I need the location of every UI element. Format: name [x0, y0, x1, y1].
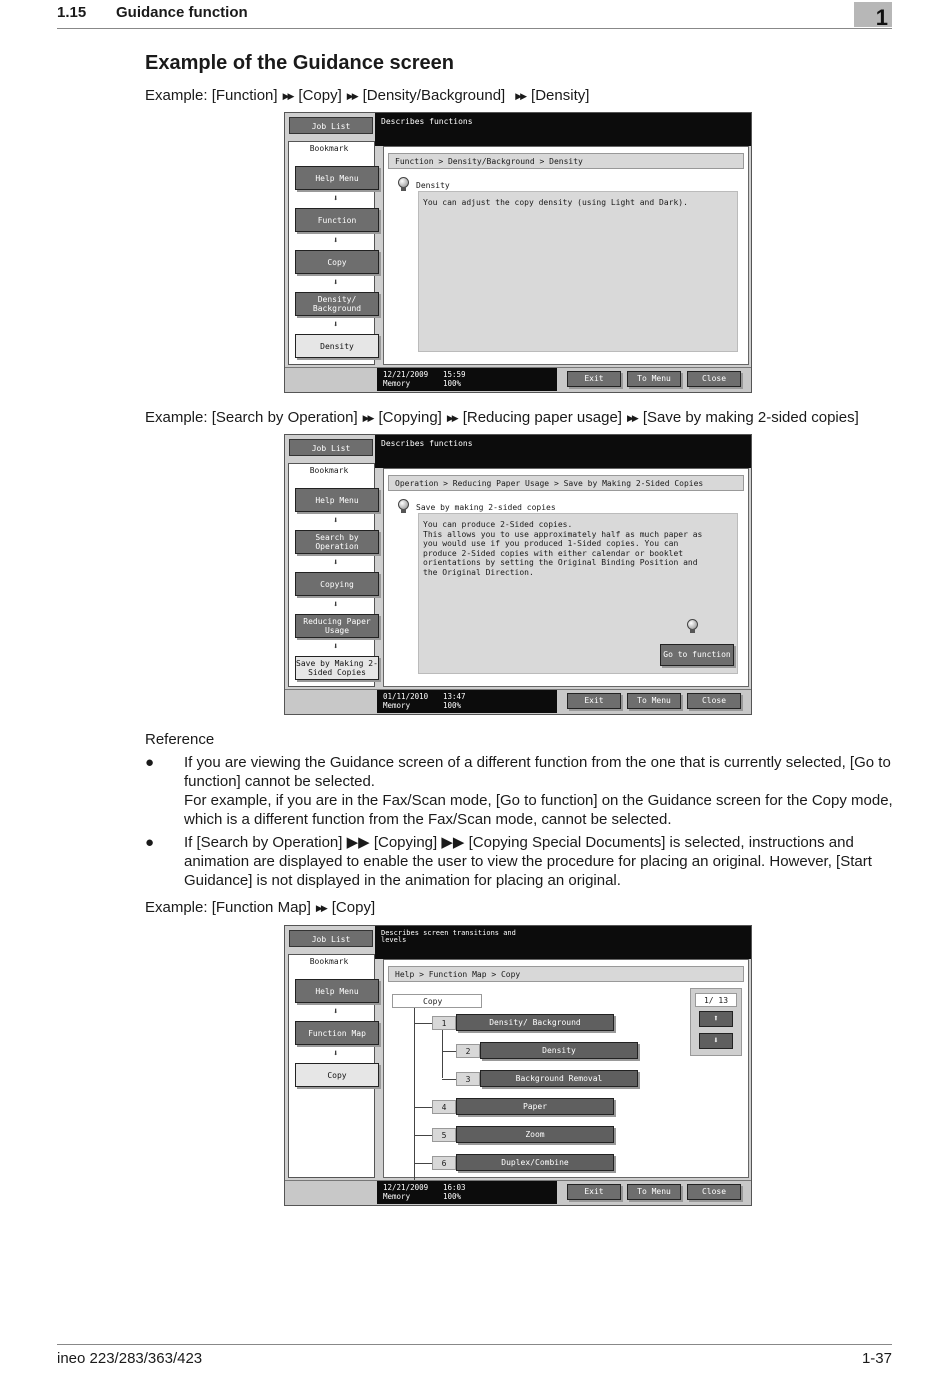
bullet-text: For example, if you are in the Fax/Scan mode, [Go to function] on the Guidance screen for the Copy mode, which is a different function from the Fax/Scan mode, cannot be selected. — [184, 792, 893, 828]
memory-value: 100% — [443, 1191, 462, 1201]
page-down-button[interactable]: ⬇ — [699, 1033, 733, 1049]
screen-top-bar: Describes functions — [375, 435, 751, 468]
screen-bottom-bar — [285, 689, 751, 714]
background-removal-node[interactable]: Background Removal — [480, 1070, 638, 1087]
bookmark-panel — [288, 954, 375, 1178]
bookmark-panel — [288, 141, 375, 365]
to-menu-button[interactable]: To Menu — [627, 693, 681, 709]
density-background-button[interactable]: Density/ Background — [295, 292, 379, 316]
memory-value: 100% — [443, 700, 462, 710]
status-area — [377, 368, 557, 391]
screen-breadcrumb: Function > Density/Background > Density — [388, 153, 744, 169]
example-3-path: Example: [Function Map] ▶▶ [Copy] — [145, 899, 376, 916]
tree-line — [414, 1023, 434, 1024]
example-1-path: Example: [Function] ▶▶ [Copy] ▶▶ [Density/Background] ▶▶ [Density] — [145, 87, 590, 104]
go-to-function-button[interactable]: Go to function — [660, 644, 734, 666]
node-number: 2 — [456, 1044, 480, 1058]
bullet-text: If [Search by Operation] ▶▶ [Copying] ▶▶ [Copying Special Documents] is selected, instructions and animation are displayed to enable the user to view the procedure for placing an original. However, [Start Guidance] is not displayed in the animation for placing an original. — [184, 834, 872, 889]
status-area — [377, 690, 557, 713]
section-number: 1.15 — [57, 4, 87, 21]
time-text: 16:03 — [443, 1183, 466, 1192]
screen-top-bar: Describes functions — [375, 113, 751, 146]
memory-label: Memory — [383, 1191, 411, 1201]
status-area — [377, 1181, 557, 1204]
tree-line — [414, 1163, 434, 1164]
page-navigator — [690, 988, 742, 1056]
exit-button[interactable]: Exit — [567, 1184, 621, 1200]
guidance-screen-density — [284, 112, 752, 393]
to-menu-button[interactable]: To Menu — [627, 371, 681, 387]
date-text: 12/21/2009 — [383, 1183, 429, 1192]
close-button[interactable]: Close — [687, 693, 741, 709]
exit-button[interactable]: Exit — [567, 371, 621, 387]
density-background-node[interactable]: Density/ Background — [456, 1014, 614, 1031]
down-arrow-icon: ⬇ — [333, 642, 339, 652]
date-text: 01/11/2010 — [383, 692, 429, 701]
down-arrow-icon: ⬇ — [333, 278, 339, 288]
down-arrow-icon: ⬇ — [333, 558, 339, 568]
function-button[interactable]: Function — [295, 208, 379, 232]
footer-model: ineo 223/283/363/423 — [57, 1350, 203, 1367]
date-text: 12/21/2009 — [383, 370, 429, 379]
help-menu-button[interactable]: Help Menu — [295, 166, 379, 190]
footer-rule — [57, 1344, 892, 1345]
node-number: 6 — [432, 1156, 456, 1170]
memory-value: 100% — [443, 378, 462, 388]
help-menu-button[interactable]: Help Menu — [295, 488, 379, 512]
item-description: You can produce 2-Sided copies. This allows you to use approximately half as much paper as you would use if you produced 1-Sided copies. You can produce 2-Sided copies with either calendar or booklet orientations by setting the Original Binding Position and the Original Direction. — [418, 513, 738, 674]
exit-button[interactable]: Exit — [567, 693, 621, 709]
function-map-button[interactable]: Function Map — [295, 1021, 379, 1045]
function-map-root: Copy — [392, 994, 482, 1008]
time-text: 15:59 — [443, 370, 466, 379]
header-rule — [57, 28, 892, 29]
down-arrow-icon: ⬇ — [333, 320, 339, 330]
node-number: 1 — [432, 1016, 456, 1030]
guidance-content — [383, 468, 749, 687]
time-text: 13:47 — [443, 692, 466, 701]
copy-button[interactable]: Copy — [295, 250, 379, 274]
item-title: Save by making 2-sided copies — [416, 503, 556, 512]
item-title: Density — [416, 181, 450, 190]
item-description: You can adjust the copy density (using Light and Dark). — [418, 191, 738, 352]
chapter-tab — [854, 2, 892, 30]
help-menu-button[interactable]: Help Menu — [295, 979, 379, 1003]
down-arrow-icon: ⬇ — [333, 600, 339, 610]
guidance-screen-function-map — [284, 925, 752, 1206]
down-arrow-icon: ⬇ — [333, 194, 339, 204]
density-button[interactable]: Density — [295, 334, 379, 358]
job-list-button[interactable]: Job List — [289, 930, 373, 947]
tree-line — [414, 1107, 434, 1108]
down-arrow-icon: ⬇ — [333, 1049, 339, 1059]
lightbulb-icon — [687, 619, 698, 633]
lightbulb-icon — [398, 177, 409, 191]
node-number: 3 — [456, 1072, 480, 1086]
guidance-screen-2sided — [284, 434, 752, 715]
tree-line — [442, 1030, 443, 1078]
bookmark-label: Bookmark — [309, 466, 349, 475]
job-list-button[interactable]: Job List — [289, 439, 373, 456]
guidance-content — [383, 146, 749, 365]
tree-line — [414, 1008, 415, 1198]
copy-button[interactable]: Copy — [295, 1063, 379, 1087]
paper-node[interactable]: Paper — [456, 1098, 614, 1115]
duplex-combine-node[interactable]: Duplex/Combine — [456, 1154, 614, 1171]
to-menu-button[interactable]: To Menu — [627, 1184, 681, 1200]
close-button[interactable]: Close — [687, 371, 741, 387]
lightbulb-icon — [398, 499, 409, 513]
tree-line — [414, 1135, 434, 1136]
down-arrow-icon: ⬇ — [333, 1007, 339, 1017]
bookmark-label: Bookmark — [309, 144, 349, 153]
reference-label: Reference — [145, 731, 215, 748]
down-arrow-icon: ⬇ — [333, 236, 339, 246]
zoom-node[interactable]: Zoom — [456, 1126, 614, 1143]
density-node[interactable]: Density — [480, 1042, 638, 1059]
node-number: 5 — [432, 1128, 456, 1142]
screen-breadcrumb: Operation > Reducing Paper Usage > Save by Making 2-Sided Copies — [388, 475, 744, 491]
job-list-button[interactable]: Job List — [289, 117, 373, 134]
bullet-text: If you are viewing the Guidance screen of a different function from the one that is currently selected, [Go to function] cannot be selected. — [184, 754, 891, 790]
search-by-operation-button[interactable]: Search by Operation — [295, 530, 379, 554]
bookmark-label: Bookmark — [309, 957, 349, 966]
section-title: Guidance function — [116, 4, 248, 21]
screen-bottom-bar — [285, 1180, 751, 1205]
node-number: 4 — [432, 1100, 456, 1114]
function-map-content — [383, 959, 749, 1178]
bookmark-panel — [288, 463, 378, 687]
page-up-button[interactable]: ⬆ — [699, 1011, 733, 1027]
memory-label: Memory — [383, 378, 411, 388]
down-arrow-icon: ⬇ — [333, 516, 339, 526]
footer-page-number: 1-37 — [861, 1350, 892, 1367]
chapter-number: 1 — [875, 5, 888, 30]
page-indicator: 1/ 13 — [695, 993, 737, 1007]
screen-bottom-bar — [285, 367, 751, 392]
screen-breadcrumb: Help > Function Map > Copy — [388, 966, 744, 982]
screen-top-bar: Describes screen transitions and levels — [375, 926, 751, 959]
close-button[interactable]: Close — [687, 1184, 741, 1200]
save-2sided-button[interactable]: Save by Making 2-Sided Copies — [295, 656, 379, 680]
page-heading: Example of the Guidance screen — [145, 52, 454, 74]
memory-label: Memory — [383, 700, 411, 710]
copying-button[interactable]: Copying — [295, 572, 379, 596]
reducing-paper-usage-button[interactable]: Reducing Paper Usage — [295, 614, 379, 638]
example-2-path: Example: [Search by Operation] ▶▶ [Copying] ▶▶ [Reducing paper usage] ▶▶ [Save by making 2-sided copies] — [145, 409, 859, 426]
